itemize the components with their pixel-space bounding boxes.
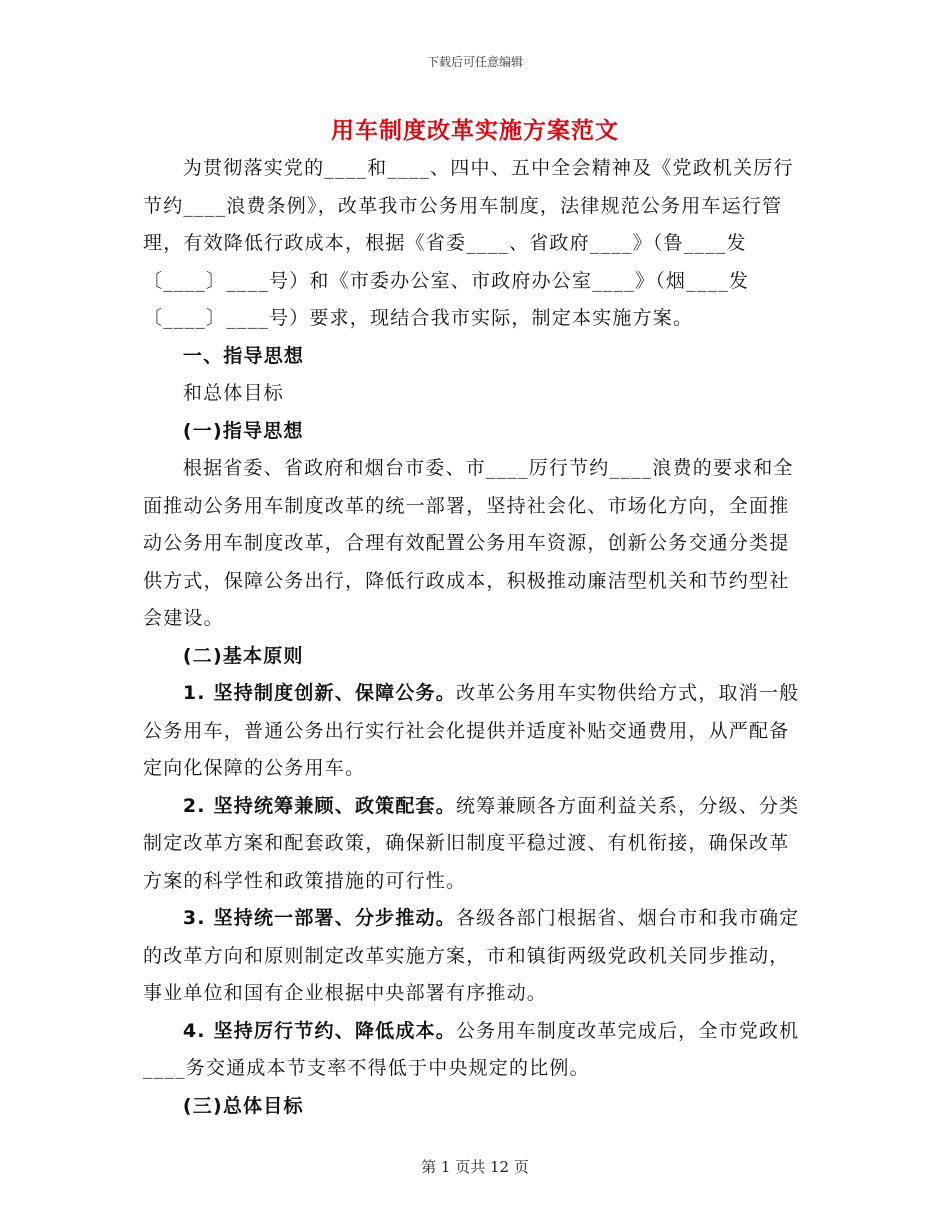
principle-4-text: 公务用车制度改革完成后，全市党政机____务交通成本节支率不得低于中央规定的比例。: [143, 1019, 800, 1079]
document-body: [143, 150, 803, 1125]
intro-paragraph: 为贯彻落实党的____和____、四中、五中全会精神及《党政机关厉行节约____浪费条例》，改革我市公务用车制度，法律规范公务用车运行管理，有效降低行政成本，根据《省委____、省政府____》（鲁____发〔____〕____号）和《市委办公室、市政府办公室____》（烟____发〔____〕____号）要求，现结合我市实际，制定本实施方案。: [143, 157, 794, 329]
principle-4: [143, 1013, 803, 1088]
principle-2-text: 统筹兼顾各方面利益关系，分级、分类制定改革方案和配套政策，确保新旧制度平稳过渡、有机衔接，确保改革方案的科学性和政策措施的可行性。: [143, 794, 800, 892]
subsection-heading-principles: (二)基本原则: [182, 644, 304, 667]
principle-2: [143, 788, 803, 901]
guiding-paragraph: 根据省委、省政府和烟台市委、市____厉行节约____浪费的要求和全面推动公务用车制度改革的统一部署，坚持社会化、市场化方向，全面推动公务用车制度改革，合理有效配置公务用车资源，创新公务交通分类提供方式，保障公务出行，降低行政成本，积极推动廉洁型机关和节约型社会建设。: [143, 457, 794, 629]
subsection-heading-guiding: (一)指导思想: [182, 419, 304, 442]
principle-1: [143, 675, 803, 788]
principle-1-lead: 1. 坚持制度创新、保障公务。: [182, 682, 456, 704]
principle-3-text: 各级各部门根据省、烟台市和我市确定的改革方向和原则制定改革实施方案，市和镇街两级党政机关同步推动，事业单位和国有企业根据中央部署有序推动。: [143, 907, 800, 1004]
principle-3: [143, 900, 803, 1013]
principle-3-lead: 3. 坚持统一部署、分步推动。: [182, 907, 456, 929]
section-heading-1-continuation: 和总体目标: [182, 382, 284, 404]
principle-2-lead: 2. 坚持统筹兼顾、政策配套。: [182, 794, 456, 817]
page-number-footer: 第 1 页共 12 页: [421, 1158, 529, 1176]
principle-1-text: 改革公务用车实物供给方式，取消一般公务用车，普通公务出行实行社会化提供并适度补贴交通费用，从严配备定向化保障的公务用车。: [143, 682, 800, 779]
header-note: 下载后可任意编辑: [426, 55, 523, 69]
document-title: 用车制度改革实施方案范文: [331, 118, 619, 144]
subsection-heading-goals: (三)总体目标: [182, 1094, 304, 1117]
principle-4-lead: 4. 坚持厉行节约、降低成本。: [182, 1019, 456, 1042]
section-heading-1: 一、指导思想: [182, 344, 305, 367]
